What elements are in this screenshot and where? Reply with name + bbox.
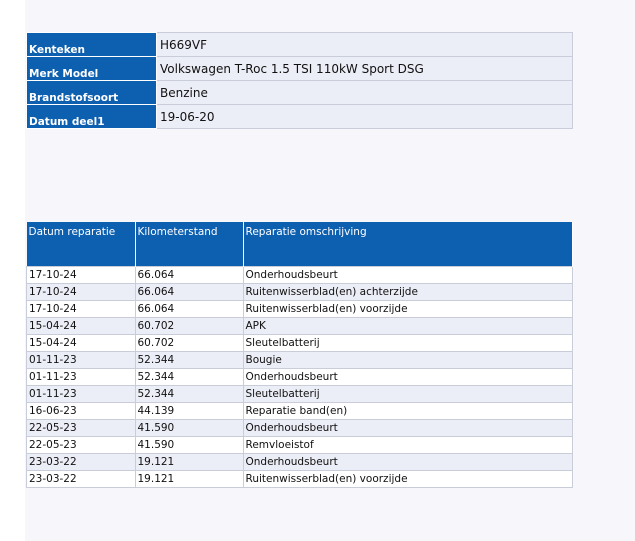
table-row [27,403,573,420]
fuel-value: Benzine [157,81,573,105]
table-row [27,471,573,488]
repair-history-table [26,222,573,488]
repair-date-cell: 17-10-24 [27,267,136,284]
vehicle-row-date [27,105,573,129]
mileage-cell: 52.344 [135,369,243,386]
repair-date-cell: 23-03-22 [27,471,136,488]
table-row [27,335,573,352]
repair-description-cell: Sleutelbatterij [243,335,573,352]
history-header-row [27,222,573,267]
date-part1-label: Datum deel1 [27,105,157,129]
repair-date-cell: 22-05-23 [27,420,136,437]
repair-description-cell: Onderhoudsbeurt [243,420,573,437]
mileage-cell: 52.344 [135,352,243,369]
repair-date-cell: 23-03-22 [27,454,136,471]
fuel-label: Brandstofsoort [27,81,157,105]
vehicle-row-license [27,33,573,57]
mileage-cell: 41.590 [135,437,243,454]
repair-description-cell: Onderhoudsbeurt [243,454,573,471]
mileage-cell: 52.344 [135,386,243,403]
repair-description-cell: Bougie [243,352,573,369]
repair-date-cell: 17-10-24 [27,301,136,318]
mileage-cell: 19.121 [135,471,243,488]
mileage-cell: 66.064 [135,267,243,284]
license-value: H669VF [157,33,573,57]
model-label: Merk Model [27,57,157,81]
license-label: Kenteken [27,33,157,57]
repair-description-cell: Sleutelbatterij [243,386,573,403]
table-row [27,301,573,318]
repair-date-cell: 01-11-23 [27,386,136,403]
table-row [27,369,573,386]
mileage-cell: 60.702 [135,318,243,335]
mileage-cell: 66.064 [135,284,243,301]
repair-description-cell: Reparatie band(en) [243,403,573,420]
repair-description-cell: Onderhoudsbeurt [243,369,573,386]
repair-date-cell: 15-04-24 [27,335,136,352]
repair-description-cell: Remvloeistof [243,437,573,454]
table-row [27,437,573,454]
table-row [27,420,573,437]
mileage-cell: 66.064 [135,301,243,318]
repair-date-cell: 01-11-23 [27,369,136,386]
vehicle-info-table [26,32,573,129]
repair-date-cell: 16-06-23 [27,403,136,420]
repair-date-cell: 15-04-24 [27,318,136,335]
repair-date-cell: 01-11-23 [27,352,136,369]
vehicle-row-fuel [27,81,573,105]
repair-description-cell: Ruitenwisserblad(en) voorzijde [243,301,573,318]
vehicle-row-model [27,57,573,81]
table-row [27,318,573,335]
mileage-cell: 19.121 [135,454,243,471]
mileage-cell: 60.702 [135,335,243,352]
repair-description-cell: Ruitenwisserblad(en) achterzijde [243,284,573,301]
mileage-cell: 41.590 [135,420,243,437]
table-row [27,386,573,403]
header-repair-description: Reparatie omschrijving [243,222,573,267]
table-row [27,284,573,301]
repair-date-cell: 17-10-24 [27,284,136,301]
repair-description-cell: Ruitenwisserblad(en) voorzijde [243,471,573,488]
mileage-cell: 44.139 [135,403,243,420]
history-body [27,267,573,488]
table-row [27,267,573,284]
header-mileage: Kilometerstand [135,222,243,267]
repair-date-cell: 22-05-23 [27,437,136,454]
date-part1-value: 19-06-20 [157,105,573,129]
repair-description-cell: APK [243,318,573,335]
repair-description-cell: Onderhoudsbeurt [243,267,573,284]
header-repair-date: Datum reparatie [27,222,136,267]
table-row [27,454,573,471]
table-row [27,352,573,369]
model-value: Volkswagen T-Roc 1.5 TSI 110kW Sport DSG [157,57,573,81]
